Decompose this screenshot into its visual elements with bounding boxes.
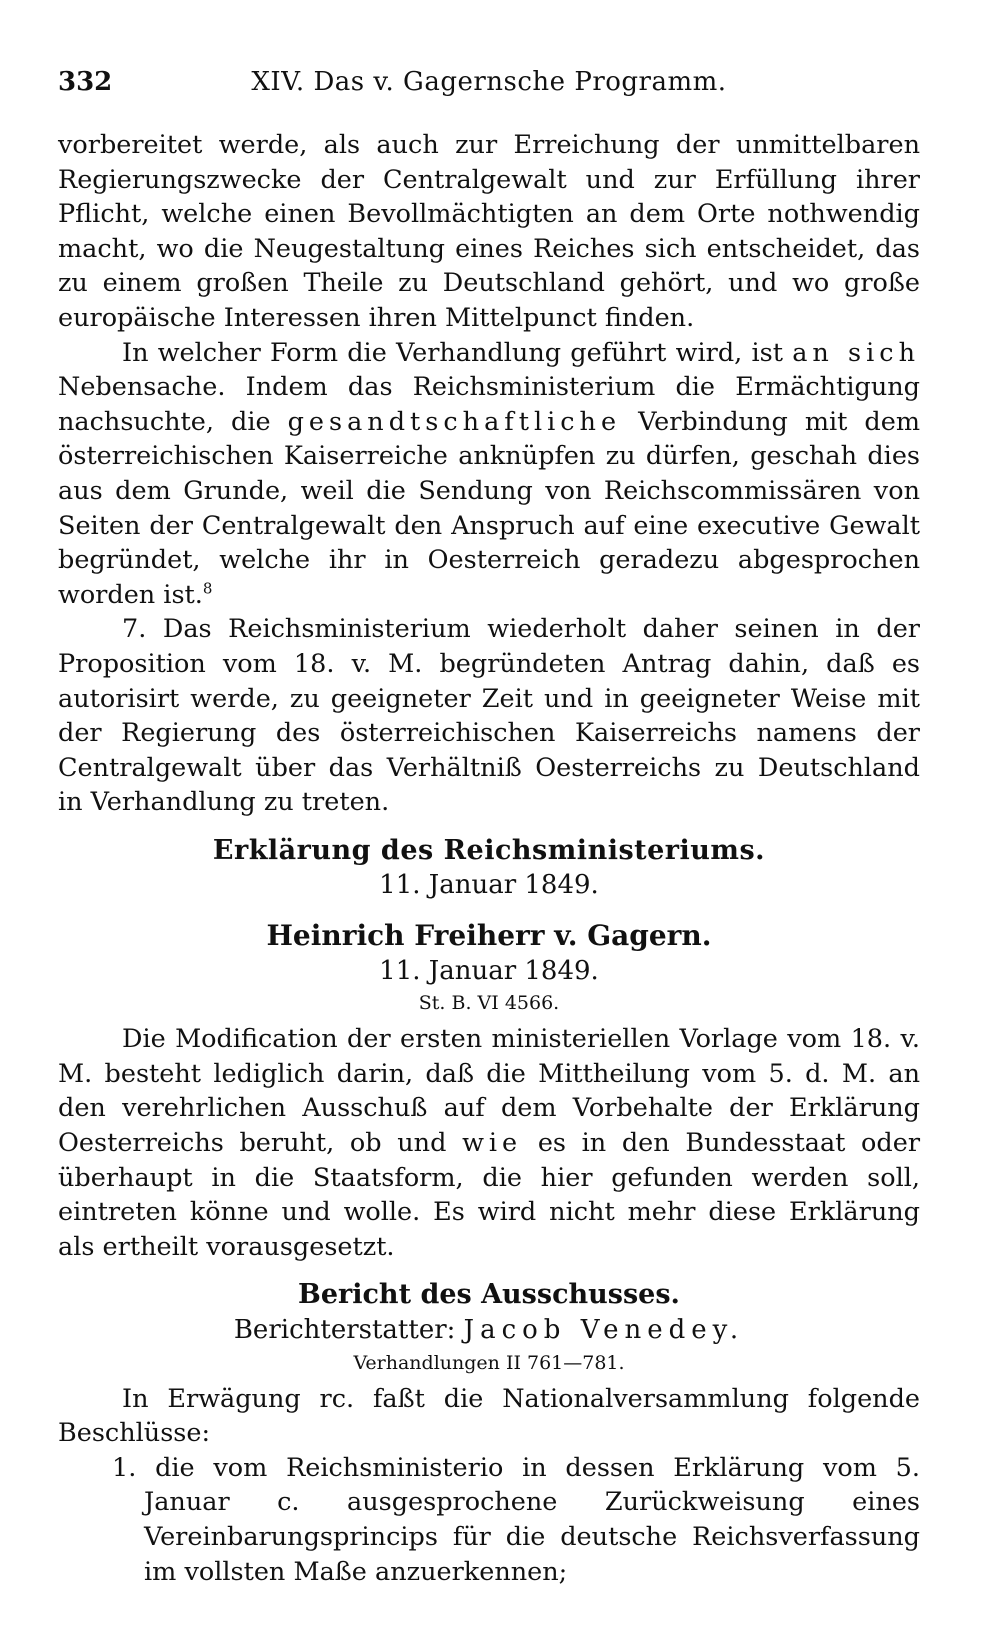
page-number: 332 (58, 67, 113, 97)
emphasized-text: an sich (792, 337, 920, 368)
paragraph-text: In welcher Form die Verhandlung geführt wird, ist (122, 337, 783, 368)
paragraph-text: Nebensache. Indem das Reichsministerium die Ermächtigung nachsuchte, die (58, 372, 920, 437)
emphasized-text: gesandtschaftliche (287, 406, 622, 437)
reporter-name: Jacob Venedey. (463, 1315, 745, 1345)
section-heading-declaration: Erklärung des Reichsministeriums. (212, 834, 766, 866)
paragraph-continuation: vorbereitet werde, als auch zur Erreichung der unmittelbaren Regierungszwecke der Centralgewalt und zur Erfüllung ihrer Pflicht, welche einen Bevollmächtigten an dem Orte nothwendig macht, wo die Neugestaltung eines Reiches sich entscheidet, das zu einem großen Theile zu Deutschland gehört, und wo große europäische Interessen ihren Mittelpunct finden. (58, 130, 920, 333)
speaker-heading: Heinrich Freiherr v. Gagern. (266, 919, 712, 953)
reporter-label: Berichterstatter: (233, 1315, 456, 1345)
paragraph-form-of-negotiation (58, 336, 920, 613)
paragraph-modification (58, 1022, 920, 1264)
emphasized-text: wie (462, 1128, 523, 1159)
declaration-date: 11. Januar 1849. (379, 870, 599, 901)
resolution-intro: In Erwägung rc. faßt die Nationalversammlung folgende Beschlüsse: (58, 1383, 920, 1449)
paragraph-text: Die Modification der ersten ministeriellen Vorlage vom 18. v. M. besteht lediglich darin, daß die Mittheilung vom 5. d. M. an den verehrlichen Ausschuß auf dem Vorbehalte der Erklärung Oesterreichs beruht, ob und (58, 1024, 920, 1159)
paragraph-text: Verbindung mit dem österreichischen Kaiserreiche anknüpfen zu dürfen, geschah dies aus dem Grunde, weil die Sendung von Reichscommissären von Seiten der Centralgewalt den Anspruch auf eine executive Gewalt begründet, welche ihr in Oesterreich geradezu abgesprochen worden ist. (58, 406, 921, 610)
speaker-date: 11. Januar 1849. (379, 955, 599, 986)
resolution-item-1: 1. die vom Reichsministerio in dessen Erklärung vom 5. Januar c. ausgesprochene Zurückweisung eines Vereinbarungsprincips für die deutsche Reichsverfassung im vollsten Maße anzuerkennen; (112, 1452, 920, 1587)
paragraph-numbered-7: 7. Das Reichsministerium wiederholt daher seinen in der Proposition vom 18. v. M. begründeten Antrag dahin, daß es autorisirt werde, zu geeigneter Zeit und in geeigneter Weise mit der Regierung des österreichischen Kaiserreichs namens der Centralgewalt über das Verhältniß Oesterreichs zu Deutschland in Verhandlung zu treten. (58, 614, 920, 818)
report-source-reference: Verhandlungen II 761—781. (353, 1351, 625, 1374)
footnote-marker: 8 (202, 579, 213, 598)
running-title: XIV. Das v. Gagernsche Programm. (251, 67, 727, 97)
page-header (58, 62, 920, 102)
reporter-line (58, 1313, 920, 1348)
paragraph-text: es in den Bundesstaat oder überhaupt in die Staatsform, die hier gefunden werden soll, eintreten könne und wolle. Es wird nicht mehr diese Erklärung als ertheilt vorausgesetzt. (58, 1128, 921, 1262)
source-reference: St. B. VI 4566. (418, 992, 560, 1015)
section-heading-report: Bericht des Ausschusses. (298, 1279, 680, 1311)
body-text (58, 128, 920, 1589)
